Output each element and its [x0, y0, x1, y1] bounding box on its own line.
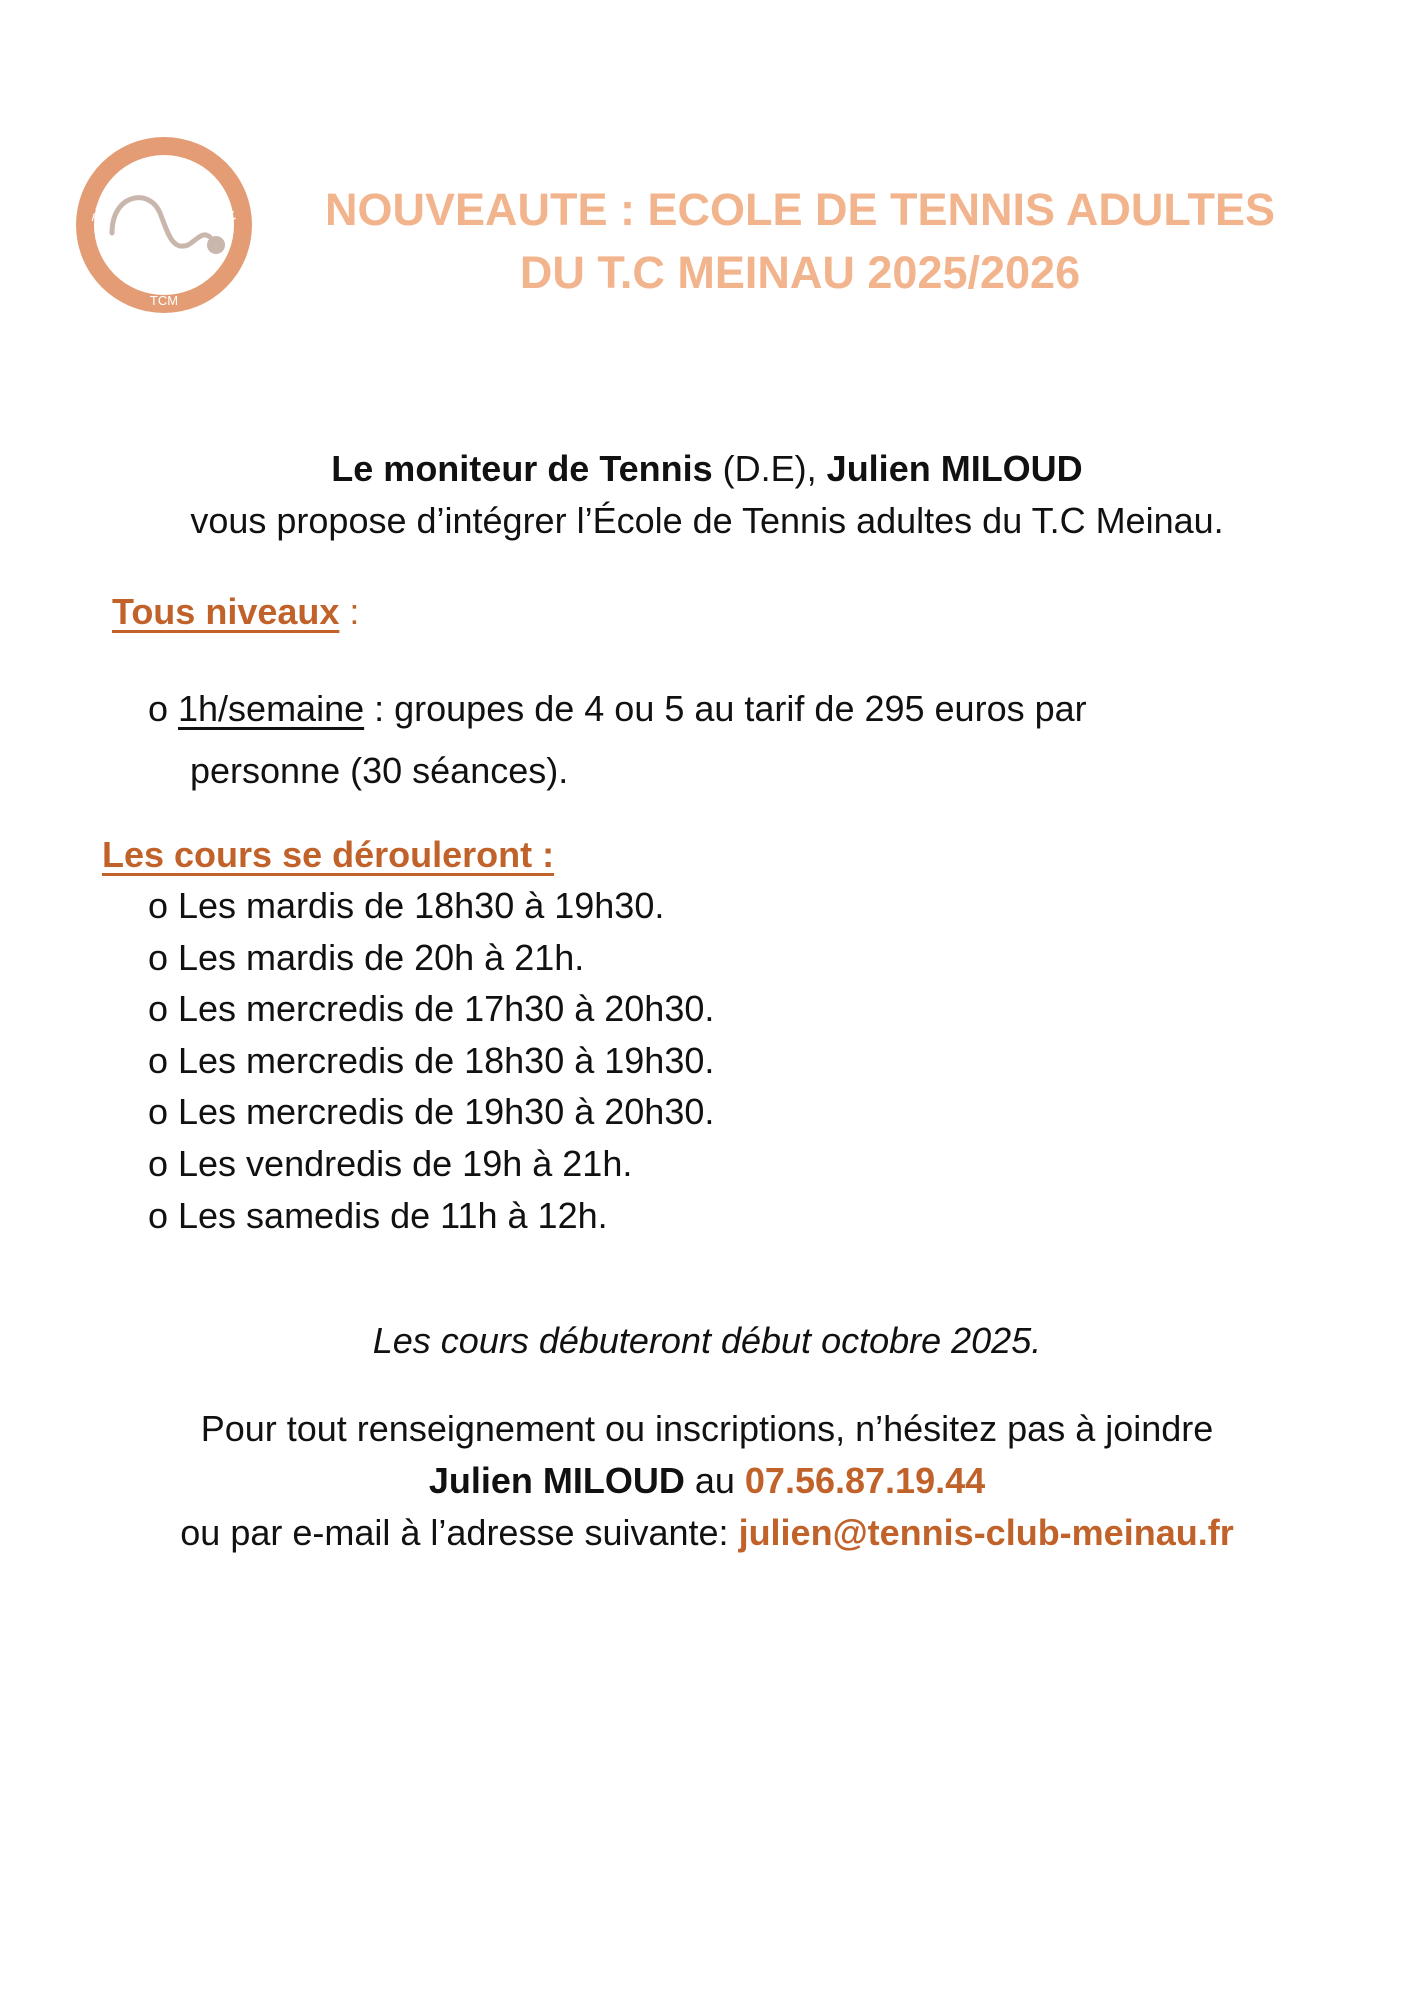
schedule-item: [148, 1035, 714, 1087]
offer-duration: 1h/semaine: [178, 688, 365, 729]
bullet: o: [148, 988, 169, 1030]
bullet: o: [148, 1091, 169, 1133]
schedule-list: [148, 880, 714, 1241]
schedule-heading: [102, 834, 554, 876]
schedule-item: [148, 1190, 714, 1242]
intro-line-2: vous propose d’intégrer l’École de Tennis adultes du T.C Meinau.: [190, 500, 1224, 541]
logo-arc-text: TENNIS CLUB MEINAU: [89, 160, 239, 226]
schedule-item: [148, 983, 714, 1035]
levels-heading-row: [112, 591, 359, 633]
contact-phone[interactable]: 07.56.87.19.44: [744, 1460, 986, 1501]
schedule-heading-text: Les cours se dérouleront :: [102, 834, 555, 875]
intro-normal-1: (D.E),: [712, 448, 827, 489]
bullet: o: [148, 885, 169, 926]
levels-heading-colon: :: [339, 591, 360, 632]
schedule-item: [148, 1138, 714, 1190]
schedule-item: [148, 932, 714, 984]
schedule-item-text: Les vendredis de 19h à 21h.: [178, 1142, 633, 1184]
contact-line-3: [0, 1512, 1414, 1554]
contact-line-1: Pour tout renseignement ou inscriptions, n’hésitez pas à joindre: [200, 1408, 1214, 1449]
title-line-1: NOUVEAUTE : ECOLE DE TENNIS ADULTES: [324, 184, 1276, 235]
club-logo: [72, 133, 256, 317]
bullet: o: [148, 1142, 169, 1184]
intro-bold-1: Le moniteur de Tennis: [331, 448, 713, 489]
schedule-item-text: Les mardis de 18h30 à 19h30.: [178, 885, 665, 926]
offer-line-2: personne (30 séances).: [190, 750, 569, 791]
page-title: [300, 178, 1300, 304]
offer-details: : groupes de 4 ou 5 au tarif de 295 euros par: [364, 688, 1087, 729]
contact-name: Julien MILOUD: [428, 1460, 685, 1501]
schedule-item-text: Les mercredis de 19h30 à 20h30.: [178, 1091, 715, 1133]
contact-email-prefix: ou par e-mail à l’adresse suivante:: [180, 1512, 739, 1553]
schedule-item: [148, 880, 714, 932]
schedule-item-text: Les mardis de 20h à 21h.: [178, 936, 585, 978]
offer-line-1: [148, 688, 1087, 730]
schedule-item-text: Les mercredis de 17h30 à 20h30.: [178, 988, 715, 1030]
bullet: o: [148, 936, 169, 978]
title-line-2: DU T.C MEINAU 2025/2026: [519, 247, 1081, 298]
bullet: o: [148, 1039, 169, 1081]
logo-ball-icon: [207, 236, 225, 254]
schedule-item-text: Les samedis de 11h à 12h.: [178, 1194, 608, 1236]
intro-instructor-name: Julien MILOUD: [826, 448, 1083, 489]
contact-line-2: [0, 1460, 1414, 1502]
bullet: o: [148, 688, 169, 729]
contact-email-link[interactable]: julien@tennis-club-meinau.fr: [738, 1512, 1234, 1553]
start-note: Les cours débuteront début octobre 2025.: [372, 1320, 1042, 1361]
logo-initials: TCM: [149, 293, 179, 308]
bullet: o: [148, 1194, 169, 1236]
schedule-item: [148, 1086, 714, 1138]
levels-heading: Tous niveaux: [112, 591, 340, 632]
schedule-item-text: Les mercredis de 18h30 à 19h30.: [178, 1039, 715, 1081]
intro-line-1: [0, 448, 1414, 490]
contact-au: au: [684, 1460, 745, 1501]
